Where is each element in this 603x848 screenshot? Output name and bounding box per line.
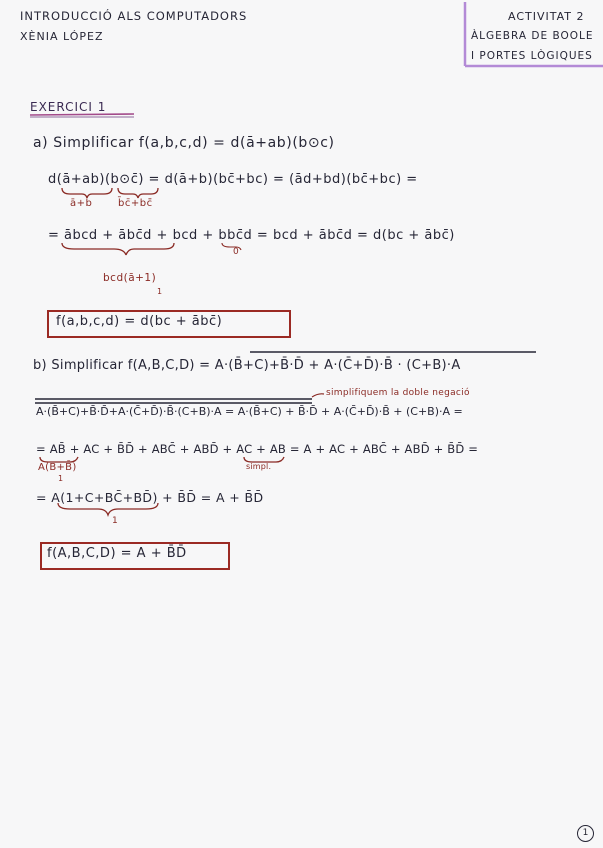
course-title: INTRODUCCIÓ ALS COMPUTADORS: [20, 9, 248, 23]
part-b-result: f(A,B,C,D) = A + B̄D̄: [47, 546, 187, 561]
part-a-result: f(a,b,c,d) = d(bc + ābc̄): [56, 314, 223, 329]
part-a-step2: = ābcd + ābc̄d + bcd + bbc̄d = bcd + ābc̄d = d(bc + ābc̄): [48, 228, 455, 243]
part-b-note1-sub: 1: [58, 474, 65, 483]
page-number: 1: [577, 825, 594, 842]
brace-a3: [62, 243, 126, 255]
part-a-note3-sub: 1: [157, 287, 164, 296]
student-name: XÈNIA LÓPEZ: [20, 30, 104, 43]
part-b-step1: A·(B̄+C)+B̄·D̄+A·(C̄+D̄)·B̄·(C+B)·A = A·(B̄+C) + B̄·D̄ + A·(C̄+D̄)·B̄ + (C+B)·A =: [36, 405, 463, 418]
part-b-step2: = AB̄ + AC + B̄D̄ + ABC̄ + ABD̄ + AC + AB = A + AC + ABC̄ + ABD̄ + B̄D̄ =: [36, 442, 479, 456]
part-b-note3: 1: [112, 516, 119, 526]
part-b-note2: simpl.: [246, 462, 272, 471]
brace-a1: [62, 188, 112, 198]
exercise-title-underline: [30, 114, 134, 115]
brace-a2: [118, 188, 158, 198]
part-b-step3: = A(1+C+BC̄+BD̄) + B̄D̄ = A + B̄D̄: [36, 490, 264, 505]
part-a-step1: d(ā+ab)(b⊙c̄) = d(ā+b)(bc̄+bc) = (ād+bd)(bc̄+bc) =: [48, 172, 418, 187]
part-a-statement: a) Simplificar f(a,b,c,d) = d(ā+ab)(b⊙c): [33, 135, 335, 151]
part-a-note1: ā+b: [70, 198, 93, 209]
part-a-note2: b̄c̄+bc̄̄: [118, 198, 153, 209]
activity-topic-1: ÀLGEBRA DE BOOLE: [471, 30, 594, 42]
part-a-note3: bcd(ā+1): [103, 272, 157, 284]
part-b-note1: A(B+B̄): [38, 462, 77, 473]
side-note-arrow: [312, 394, 324, 397]
part-b-side-note: simplifiquem la doble negació: [326, 388, 470, 398]
part-a-note4: 0: [233, 247, 240, 257]
activity-label: ACTIVITAT 2: [508, 10, 585, 23]
exercise-title: EXERCICI 1: [30, 100, 107, 114]
activity-topic-2: I PORTES LÒGIQUES: [471, 50, 593, 62]
part-b-statement: b) Simplificar f(A,B,C,D) = A·(B̄+C)+B̄·D̄ + A·(C̄+D̄)·B̄ · (C+B)·A: [33, 358, 461, 373]
brace-a4: [126, 243, 174, 255]
